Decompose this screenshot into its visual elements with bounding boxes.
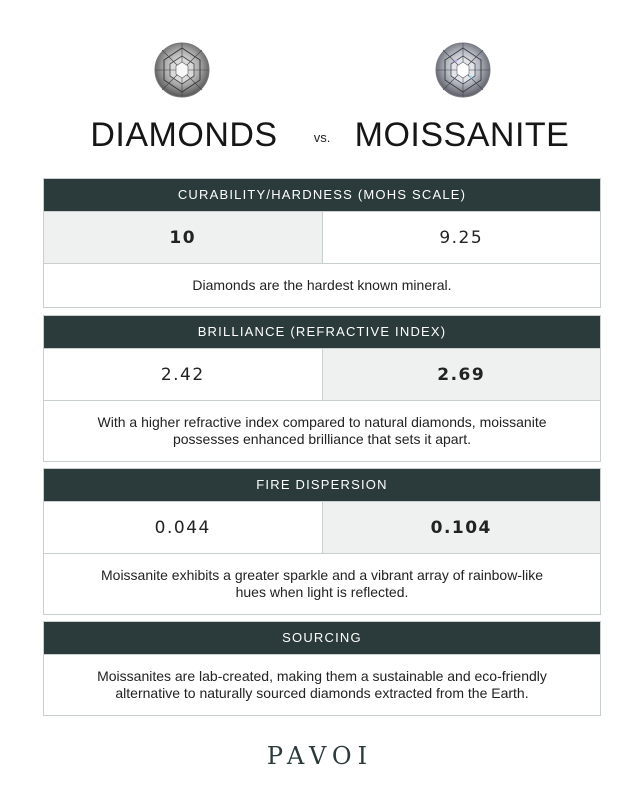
moissanite-title: MOISSANITE bbox=[354, 116, 570, 154]
gem-images bbox=[0, 40, 640, 110]
section-note: With a higher refractive index compared to natural diamonds, moissanite possesses enhanced brilliance that sets it apart. bbox=[44, 400, 600, 461]
section-note: Moissanite exhibits a greater sparkle and a vibrant array of rainbow-like hues when light is reflected. bbox=[44, 553, 600, 614]
diamond-gem-icon bbox=[152, 40, 212, 100]
brilliance-section bbox=[43, 315, 601, 462]
section-note: Diamonds are the hardest known mineral. bbox=[44, 263, 600, 307]
diamonds-title: DIAMONDS bbox=[90, 116, 278, 154]
diamond-value: 0.044 bbox=[154, 517, 211, 538]
hardness-section bbox=[43, 178, 601, 308]
section-title: SOURCING bbox=[44, 622, 600, 654]
section-title: CURABILITY/HARDNESS (MOHS SCALE) bbox=[44, 179, 600, 211]
section-note: Moissanites are lab-created, making them a sustainable and eco-friendly alternative to naturally sourced diamonds extracted from the Earth. bbox=[44, 654, 600, 715]
sourcing-section bbox=[43, 621, 601, 716]
value-row bbox=[44, 211, 600, 263]
moissanite-value: 0.104 bbox=[322, 502, 601, 553]
diamond-value: 10 bbox=[44, 212, 322, 263]
section-title: BRILLIANCE (REFRACTIVE INDEX) bbox=[44, 316, 600, 348]
fire-dispersion-section bbox=[43, 468, 601, 615]
comparison-heading bbox=[0, 112, 640, 162]
versus-label: vs. bbox=[313, 130, 331, 145]
value-row bbox=[44, 501, 600, 553]
diamond-value: 2.42 bbox=[160, 364, 205, 385]
section-title: FIRE DISPERSION bbox=[44, 469, 600, 501]
value-row bbox=[44, 348, 600, 400]
moissanite-value: 2.69 bbox=[322, 349, 601, 400]
moissanite-value: 9.25 bbox=[322, 212, 601, 263]
moissanite-gem-icon bbox=[433, 40, 493, 100]
brand-logo: PAVOI bbox=[266, 742, 374, 770]
